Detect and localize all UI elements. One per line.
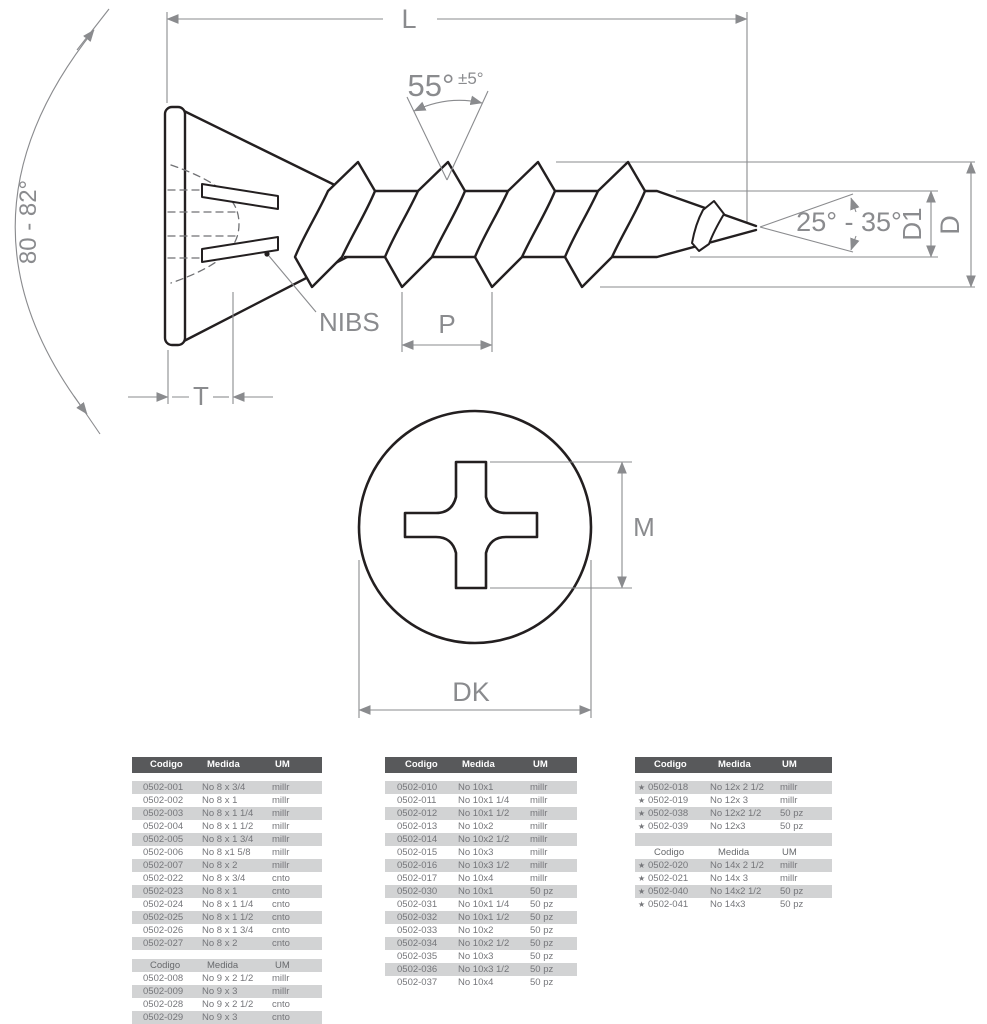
cell-codigo: 0502-020 (648, 860, 689, 871)
cell-medida: No 8 x 1 1/2 (202, 912, 254, 923)
column-header: Medida (207, 759, 240, 770)
cell-codigo: 0502-034 (397, 938, 438, 949)
cell-um: 50 pz (530, 886, 554, 897)
dim-label-d1: D1 (897, 207, 927, 241)
cell-medida: No 10x3 (458, 951, 494, 962)
cell-codigo: 0502-014 (397, 834, 438, 845)
column-header: Codigo (405, 759, 438, 770)
star-icon: ★ (638, 874, 646, 883)
cell-medida: No 8 x 3/4 (202, 873, 246, 884)
cell-um: millr (530, 860, 548, 871)
cell-medida: No 10x1 1/2 (458, 808, 510, 819)
table-header-row (385, 757, 577, 773)
section-gap (132, 950, 322, 959)
cell-um: millr (530, 808, 548, 819)
cell-medida: No 10x3 1/2 (458, 860, 510, 871)
star-icon: ★ (638, 861, 646, 870)
table-row (385, 833, 577, 846)
nibs-leader-dot (264, 251, 269, 256)
cell-um: millr (272, 834, 290, 845)
cell-codigo: 0502-030 (397, 886, 438, 897)
table-row (635, 794, 832, 807)
dim-label-thread-angle: 55° (407, 68, 455, 103)
dim-label-d: D (935, 215, 965, 235)
table-header-row (635, 757, 832, 773)
cell-codigo: 0502-006 (143, 847, 184, 858)
header-gap (385, 773, 577, 781)
table-row (132, 911, 322, 924)
table-row (385, 846, 577, 859)
head-angle-stub-top (77, 9, 109, 50)
point-angle-arrow-bottom (851, 236, 856, 250)
star-icon: ★ (638, 796, 646, 805)
column-header: Medida (462, 759, 495, 770)
column-header: UM (782, 759, 797, 770)
cell-codigo: 0502-016 (397, 860, 438, 871)
table-row (132, 846, 322, 859)
table-row (385, 820, 577, 833)
column-header: Medida (207, 960, 239, 971)
cell-medida: No 8 x 1 1/4 (202, 899, 254, 910)
table-row (385, 872, 577, 885)
table-row (635, 898, 832, 911)
cell-medida: No 8 x 1 (202, 886, 238, 897)
column-header: Codigo (150, 960, 181, 971)
cell-medida: No 12x3 (710, 821, 746, 832)
cell-um: cnto (272, 886, 290, 897)
cell-um: millr (272, 782, 290, 793)
cell-um: 50 pz (780, 886, 804, 897)
header-gap (132, 773, 322, 781)
cell-um: 50 pz (530, 899, 554, 910)
product-table-right (635, 757, 832, 911)
cell-codigo: 0502-001 (143, 782, 184, 793)
cell-codigo: 0502-038 (648, 808, 689, 819)
cell-um: 50 pz (780, 808, 804, 819)
cell-codigo: 0502-026 (143, 925, 184, 936)
cell-medida: No 8 x 1 3/4 (202, 925, 254, 936)
table-row (132, 872, 322, 885)
table-row (132, 972, 322, 985)
cell-codigo: 0502-008 (143, 973, 184, 984)
table-row (385, 885, 577, 898)
table-row (132, 1011, 322, 1024)
cell-um: 50 pz (530, 925, 554, 936)
cell-medida: No 10x1 1/2 (458, 912, 510, 923)
cell-um: 50 pz (780, 821, 804, 832)
cell-medida: No 9 x 3 (202, 1012, 238, 1023)
cell-codigo: 0502-041 (648, 899, 689, 910)
dim-label-nibs: NIBS (319, 307, 380, 337)
cell-medida: No 14x 2 1/2 (710, 860, 764, 871)
cell-um: 50 pz (530, 912, 554, 923)
cell-um: cnto (272, 912, 290, 923)
table-row (635, 807, 832, 820)
head-face (165, 107, 185, 345)
table-row (385, 781, 577, 794)
cell-medida: No 9 x 2 1/2 (202, 999, 254, 1010)
cell-um: millr (530, 847, 548, 858)
cell-medida: No 10x2 (458, 821, 494, 832)
table-spacer-row (635, 833, 832, 846)
column-header: Codigo (150, 759, 183, 770)
cell-codigo: 0502-012 (397, 808, 438, 819)
cell-um: millr (272, 847, 290, 858)
table-row (385, 924, 577, 937)
cell-medida: No 10x2 1/2 (458, 938, 510, 949)
cell-medida: No 14x2 1/2 (710, 886, 762, 897)
dim-label-t: T (193, 381, 209, 411)
cell-um: millr (530, 782, 548, 793)
cell-um: 50 pz (530, 951, 554, 962)
cell-medida: No 9 x 2 1/2 (202, 973, 254, 984)
table-row (385, 963, 577, 976)
cell-medida: No 8 x 1 1/4 (202, 808, 254, 819)
cell-medida: No 10x1 (458, 886, 494, 897)
cell-codigo: 0502-024 (143, 899, 184, 910)
cell-codigo: 0502-018 (648, 782, 689, 793)
cell-codigo: 0502-033 (397, 925, 438, 936)
cell-codigo: 0502-029 (143, 1012, 184, 1023)
cell-medida: No 10x4 (458, 873, 494, 884)
column-header: UM (275, 759, 290, 770)
cell-um: 50 pz (530, 938, 554, 949)
product-table-center (385, 757, 577, 989)
cell-medida: No 12x2 1/2 (710, 808, 762, 819)
table-row (132, 898, 322, 911)
cell-um: cnto (272, 873, 290, 884)
cell-codigo: 0502-010 (397, 782, 438, 793)
cell-um: millr (272, 821, 290, 832)
cell-medida: No 8 x 2 (202, 938, 238, 949)
cell-codigo: 0502-005 (143, 834, 184, 845)
cell-medida: No 10x1 (458, 782, 494, 793)
dim-label-head-angle: 80 - 82° (15, 179, 42, 265)
table-header-row (132, 757, 322, 773)
cell-um: cnto (272, 925, 290, 936)
table-row (635, 820, 832, 833)
cell-codigo: 0502-040 (648, 886, 689, 897)
dim-label-thread-angle-tolerance: ±5° (458, 69, 484, 88)
cell-um: cnto (272, 1012, 290, 1023)
star-icon: ★ (638, 822, 646, 831)
dim-label-l: L (401, 4, 417, 34)
star-icon: ★ (638, 783, 646, 792)
cell-um: cnto (272, 999, 290, 1010)
cell-um: millr (780, 873, 798, 884)
table-row (385, 794, 577, 807)
star-icon: ★ (638, 900, 646, 909)
table-row (385, 950, 577, 963)
cell-codigo: 0502-039 (648, 821, 689, 832)
cell-codigo: 0502-023 (143, 886, 184, 897)
cell-medida: No 9 x 3 (202, 986, 238, 997)
table-row (385, 807, 577, 820)
cell-codigo: 0502-002 (143, 795, 184, 806)
cell-medida: No 8 x1 5/8 (202, 847, 251, 858)
star-icon: ★ (638, 887, 646, 896)
column-header: Codigo (654, 847, 685, 858)
cell-um: millr (530, 873, 548, 884)
cell-medida: No 10x3 (458, 847, 494, 858)
cell-codigo: 0502-017 (397, 873, 438, 884)
cell-medida: No 8 x 1 (202, 795, 238, 806)
table-row (132, 985, 322, 998)
cell-codigo: 0502-037 (397, 977, 438, 988)
cell-codigo: 0502-013 (397, 821, 438, 832)
cell-um: millr (530, 795, 548, 806)
cell-codigo: 0502-007 (143, 860, 184, 871)
cell-codigo: 0502-025 (143, 912, 184, 923)
table-row (132, 998, 322, 1011)
table-row (635, 781, 832, 794)
cell-medida: No 10x1 1/4 (458, 899, 510, 910)
cell-medida: No 8 x 2 (202, 860, 238, 871)
cell-um: 50 pz (530, 964, 554, 975)
table-row (132, 937, 322, 950)
cell-um: millr (530, 821, 548, 832)
column-header: Medida (718, 847, 750, 858)
table-header-row (132, 959, 322, 972)
cell-um: millr (780, 795, 798, 806)
cell-medida: No 8 x 1 3/4 (202, 834, 254, 845)
cell-um: millr (272, 860, 290, 871)
screw-side-view (165, 107, 756, 345)
table-row (132, 833, 322, 846)
cell-um: millr (272, 808, 290, 819)
table-row (132, 781, 322, 794)
table-row (385, 976, 577, 989)
cell-medida: No 10x2 1/2 (458, 834, 510, 845)
cell-medida: No 10x2 (458, 925, 494, 936)
cell-medida: No 12x 3 (710, 795, 749, 806)
table-row (385, 937, 577, 950)
screw-front-view (359, 411, 591, 643)
cell-codigo: 0502-028 (143, 999, 184, 1010)
table-header-row (635, 846, 832, 859)
table-row (385, 898, 577, 911)
dim-label-m: M (633, 512, 655, 542)
cell-um: 50 pz (780, 899, 804, 910)
column-header: Codigo (654, 759, 687, 770)
table-row (132, 794, 322, 807)
cell-codigo: 0502-027 (143, 938, 184, 949)
column-header: UM (275, 960, 290, 971)
cell-codigo: 0502-035 (397, 951, 438, 962)
cell-um: 50 pz (530, 977, 554, 988)
head-circle (359, 411, 591, 643)
dim-label-p: P (438, 309, 456, 339)
dim-label-point-angle: 25° - 35° (796, 207, 902, 237)
column-header: UM (533, 759, 548, 770)
table-row (635, 872, 832, 885)
column-header: Medida (718, 759, 751, 770)
star-icon: ★ (638, 809, 646, 818)
cell-codigo: 0502-015 (397, 847, 438, 858)
cell-medida: No 10x1 1/4 (458, 795, 510, 806)
cell-um: cnto (272, 899, 290, 910)
thread-angle-line-right (447, 91, 488, 180)
cell-um: millr (530, 834, 548, 845)
cell-codigo: 0502-009 (143, 986, 184, 997)
table-row (132, 924, 322, 937)
table-row (132, 820, 322, 833)
table-row (635, 885, 832, 898)
cell-medida: No 10x4 (458, 977, 494, 988)
cell-medida: No 12x 2 1/2 (710, 782, 764, 793)
cell-um: millr (272, 795, 290, 806)
table-row (385, 859, 577, 872)
cell-um: millr (780, 860, 798, 871)
thread-angle-line-left (407, 97, 447, 180)
cell-medida: No 10x3 1/2 (458, 964, 510, 975)
cell-codigo: 0502-031 (397, 899, 438, 910)
cell-codigo: 0502-003 (143, 808, 184, 819)
cell-codigo: 0502-032 (397, 912, 438, 923)
cell-codigo: 0502-004 (143, 821, 184, 832)
cell-codigo: 0502-036 (397, 964, 438, 975)
product-table-left (132, 757, 322, 1024)
cell-medida: No 8 x 1 1/2 (202, 821, 254, 832)
header-gap (635, 773, 832, 781)
cell-medida: No 14x3 (710, 899, 746, 910)
cell-medida: No 8 x 3/4 (202, 782, 246, 793)
cell-um: millr (272, 973, 290, 984)
table-row (635, 859, 832, 872)
table-row (132, 885, 322, 898)
cell-um: millr (780, 782, 798, 793)
table-row (385, 911, 577, 924)
cell-codigo: 0502-021 (648, 873, 689, 884)
dim-label-dk: DK (452, 677, 490, 707)
table-row (132, 807, 322, 820)
cell-codigo: 0502-011 (397, 795, 437, 806)
cell-codigo: 0502-022 (143, 873, 184, 884)
cell-um: millr (272, 986, 290, 997)
column-header: UM (782, 847, 797, 858)
cell-medida: No 14x 3 (710, 873, 749, 884)
cell-um: cnto (272, 938, 290, 949)
table-row (132, 859, 322, 872)
cell-codigo: 0502-019 (648, 795, 689, 806)
